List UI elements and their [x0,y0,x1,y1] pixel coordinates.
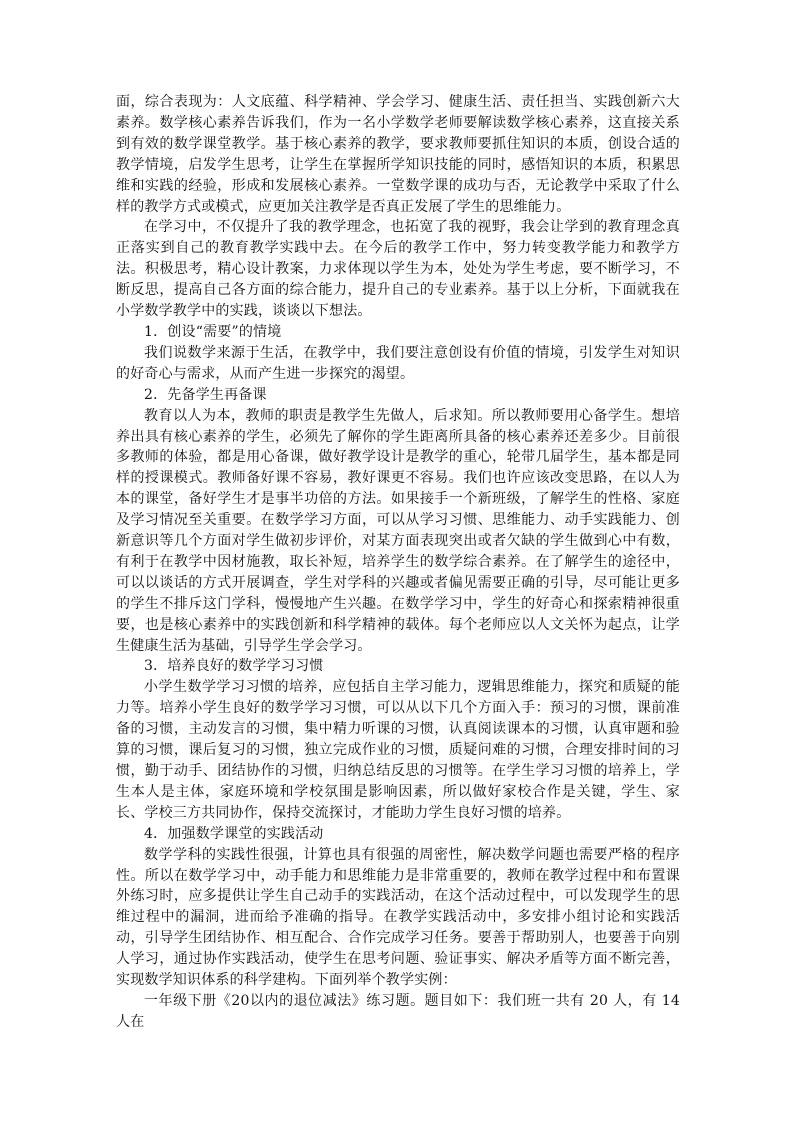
paragraph: 数学学科的实践性很强，计算也具有很强的周密性，解决数学问题也需要严格的程序性。所以在数学学习中，动手能力和思维能力是非常重要的，教师在教学过程中和布置课外练习时，应多提供让学生自己动手的实践活动，在这个活动过程中，可以发现学生的思维过程中的漏洞，进而给予准确的指导。在教学实践活动中，多安排小组讨论和实践活动，引导学生团结协作、相互配合、合作完成学习任务。要善于帮助别人，也要善于向别人学习，通过协作实践活动，使学生在思考问题、验证事实、解决矛盾等方面不断完善，实现数学知识体系的科学建构。下面列举个教学实例： [116,846,680,989]
section-heading: 4．加强数学课堂的实践活动 [144,825,324,842]
paragraph: 面，综合表现为：人文底蕴、科学精神、学会学习、健康生活、责任担当、实践创新六大素养。数学核心素养告诉我们，作为一名小学数学老师要解读数学核心素养，这直接关系到有效的数学课堂教学。基于核心素养的教学，要求教师要抓住知识的本质，创设合适的教学情境，启发学生思考，让学生在掌握所学知识技能的同时，感悟知识的本质，积累思维和实践的经验，形成和发展核心素养。一堂数学课的成功与否，无论教学中采取了什么样的教学方式或模式，应更加关注教学是否真正发展了学生的思维能力。 [116,94,680,215]
paragraph: 在学习中，不仅提升了我的教学理念，也拓宽了我的视野，我会让学到的教育理念真正落实到自己的教育教学实践中去。在今后的教学工作中，努力转变教学能力和教学方法。积极思考，精心设计教案，力求体现以学生为本，处处为学生考虑，要不断学习，不断反思，提高自己各方面的综合能力，提升自己的专业素养。基于以上分析，下面就我在小学数学教学中的实践，谈谈以下想法。 [116,219,680,320]
document-page [116,92,680,1033]
paragraph: 教育以人为本，教师的职责是教学生先做人，后求知。所以教师要用心备学生。想培养出具有核心素养的学生，必须先了解你的学生距离所具备的核心素养还差多少。目前很多教师的体验，都是用心备课，做好教学设计是教学的重心，轮带几届学生，基本都是同样的授课模式。教师备好课不容易，教好课更不容易。我们也许应该改变思路，在以人为本的课堂，备好学生才是事半功倍的方法。如果接手一个新班级，了解学生的性格、家庭及学习情况至关重要。在数学学习方面，可以从学习习惯、思维能力、动手实践能力、创新意识等几个方面对学生做初步评价，对某方面表现突出或者欠缺的学生做到心中有数，有利于在教学中因材施教，取长补短，培养学生的数学综合素养。在了解学生的途径中，可以以谈话的方式开展调查，学生对学科的兴趣或者偏见需要正确的引导，尽可能让更多的学生不排斥这门学科，慢慢地产生兴趣。在数学学习中，学生的好奇心和探索精神很重要，也是核心素养中的实践创新和科学精神的载体。每个老师应以人文关怀为起点，让学生健康生活为基础，引导学生学会学习。 [116,407,680,654]
paragraph: 我们说数学来源于生活，在教学中，我们要注意创设有价值的情境，引发学生对知识的好奇心与需求，从而产生进一步探究的渴望。 [116,344,680,382]
section-heading: 3．培养良好的数学学习习惯 [144,658,324,675]
section-heading: 1．创设“需要”的情境 [144,323,282,340]
paragraph: 小学生数学学习习惯的培养，应包括自主学习能力，逻辑思维能力，探究和质疑的能力等。培养小学生良好的数学学习习惯，可以从以下几个方面入手：预习的习惯，课前准备的习惯，主动发言的习惯，集中精力听课的习惯，认真阅读课本的习惯，认真审题和验算的习惯，课后复习的习惯，独立完成作业的习惯，质疑问难的习惯，合理安排时间的习惯，勤于动手、团结协作的习惯，归纳总结反思的习惯等。在学生学习习惯的培养上，学生本人是主体，家庭环境和学校氛围是影响因素，所以做好家校合作是关键，学生、家长、学校三方共同协作，保持交流探讨，才能助力学生良好习惯的培养。 [116,679,680,821]
paragraph: 一年级下册《20以内的退位减法》练习题。题目如下：我们班一共有 20 人，有 14 人在 [116,992,680,1030]
section-heading: 2．先备学生再备课 [144,386,267,403]
